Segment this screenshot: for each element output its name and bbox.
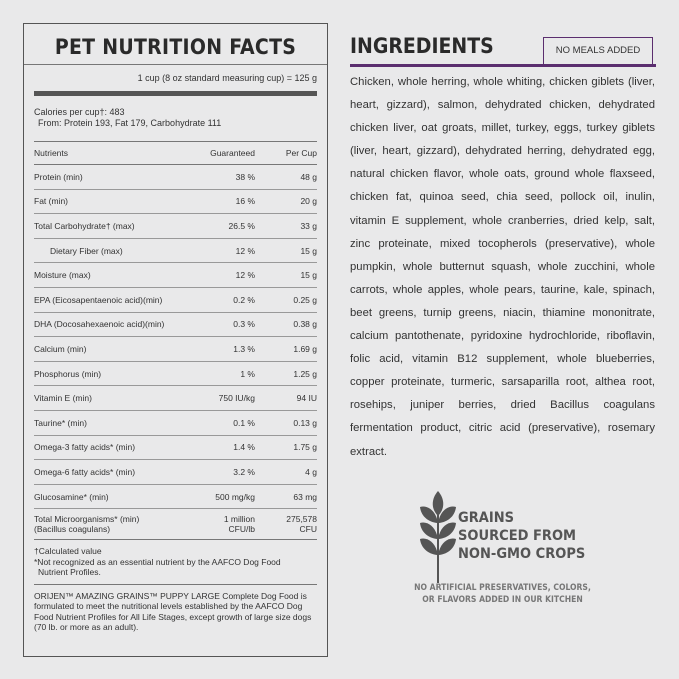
table-row xyxy=(34,337,317,362)
table-row xyxy=(34,287,317,312)
row-name: Protein (min) xyxy=(34,165,175,190)
nutrients-table xyxy=(34,142,317,540)
wheat-icon xyxy=(418,489,458,585)
row-per-cup: 15 g xyxy=(259,238,317,263)
row-name: DHA (Docosahexaenoic acid)(min) xyxy=(34,312,175,337)
row-per-cup: 0.25 g xyxy=(259,287,317,312)
table-header xyxy=(34,142,317,165)
ingredients-rule xyxy=(350,64,656,67)
no-artificial-note xyxy=(410,582,595,606)
table-row xyxy=(34,509,317,540)
row-name: Phosphorus (min) xyxy=(34,361,175,386)
row-name: Taurine* (min) xyxy=(34,410,175,435)
row-per-cup: 0.13 g xyxy=(259,410,317,435)
table-row xyxy=(34,189,317,214)
row-name: Fat (min) xyxy=(34,189,175,214)
row-per-cup: 1.75 g xyxy=(259,435,317,460)
calories-block xyxy=(34,96,317,142)
row-name: Vitamin E (min) xyxy=(34,386,175,411)
table-row xyxy=(34,238,317,263)
serving-size: 1 cup (8 oz standard measuring cup) = 125 g xyxy=(34,65,317,96)
row-name: Dietary Fiber (max) xyxy=(34,238,175,263)
footnote-aafco: *Not recognized as an essential nutrient by the AAFCO Dog Food xyxy=(34,556,281,567)
row-per-cup: 275,578 CFU xyxy=(259,509,317,540)
nutrition-facts-panel xyxy=(23,23,328,657)
header-per-cup: Per Cup xyxy=(259,142,317,165)
table-row xyxy=(34,484,317,509)
row-name: Moisture (max) xyxy=(34,263,175,288)
no-artificial-line-2: OR FLAVORS ADDED IN OUR KITCHEN xyxy=(422,595,583,605)
row-name: EPA (Eicosapentaenoic acid)(min) xyxy=(34,287,175,312)
row-per-cup: 20 g xyxy=(259,189,317,214)
row-guaranteed: 1 % xyxy=(175,361,259,386)
nutrition-title: PET NUTRITION FACTS xyxy=(24,24,327,65)
table-row xyxy=(34,386,317,411)
row-per-cup: 63 mg xyxy=(259,484,317,509)
row-guaranteed: 1 million CFU/lb xyxy=(175,509,259,540)
row-per-cup: 1.69 g xyxy=(259,337,317,362)
header-guaranteed: Guaranteed xyxy=(175,142,259,165)
table-row xyxy=(34,435,317,460)
row-guaranteed: 0.2 % xyxy=(175,287,259,312)
row-guaranteed: 12 % xyxy=(175,263,259,288)
ingredients-text: Chicken, whole herring, whole whiting, chicken giblets (liver, heart, gizzard), salmon, dehydrated chicken, dehydrated chicken liver, oat groats, millet, turkey, eggs, turkey giblets (liver, heart, gizzard), dehydrated herring, dehydrated egg, natural chicken flavor, whole oats, ground whole flaxseed, chicken fat, quinoa seed, chia seed, pollock oil, inulin, vitamin E supplement, whole cranberries, dried kelp, salt, zinc proteinate, mixed tocopherols (preservative), whole pumpkin, whole butternut squash, whole zucchini, whole carrots, whole apples, whole pears, taurine, kale, spinach, beet greens, turnip greens, niacin, thiamine mononitrate, calcium pantothenate, pyridoxine hydrochloride, riboflavin, folic acid, vitamin B12 supplement, whole blueberries, copper proteinate, turmeric, sarsaparilla root, althea root, rosehips, juniper berries, dried Bacillus coagulans fermentation product, citric acid (preservative), rosemary extract. xyxy=(350,76,655,458)
grains-callout xyxy=(418,489,598,589)
row-per-cup: 15 g xyxy=(259,263,317,288)
row-guaranteed: 750 IU/kg xyxy=(175,386,259,411)
row-name: Omega-6 fatty acids* (min) xyxy=(34,460,175,485)
table-row xyxy=(34,165,317,190)
row-guaranteed: 16 % xyxy=(175,189,259,214)
row-per-cup: 4 g xyxy=(259,460,317,485)
no-meals-badge: NO MEALS ADDED xyxy=(543,37,653,65)
table-row xyxy=(34,410,317,435)
table-row xyxy=(34,460,317,485)
grains-line-2: SOURCED FROM xyxy=(458,528,577,544)
row-guaranteed: 26.5 % xyxy=(175,214,259,239)
row-per-cup: 0.38 g xyxy=(259,312,317,337)
calories-line: Calories per cup†: 483 xyxy=(34,107,125,117)
row-per-cup: 1.25 g xyxy=(259,361,317,386)
row-guaranteed: 3.2 % xyxy=(175,460,259,485)
no-artificial-line-1: NO ARTIFICIAL PRESERVATIVES, COLORS, xyxy=(414,583,591,593)
row-guaranteed: 12 % xyxy=(175,238,259,263)
row-guaranteed: 1.3 % xyxy=(175,337,259,362)
row-per-cup: 33 g xyxy=(259,214,317,239)
grains-line-1: GRAINS xyxy=(458,510,515,526)
row-guaranteed: 500 mg/kg xyxy=(175,484,259,509)
row-name: Omega-3 fatty acids* (min) xyxy=(34,435,175,460)
ingredients-title: INGREDIENTS xyxy=(350,34,494,58)
table-row xyxy=(34,312,317,337)
table-row xyxy=(34,214,317,239)
header-nutrients: Nutrients xyxy=(34,142,175,165)
aafco-statement: ORIJEN™ AMAZING GRAINS™ PUPPY LARGE Complete Dog Food is formulated to meet the nutritional levels established by the AAFCO Dog Food Nutrient Profiles for All Life Stages, except growth of large size dogs (70 lb. or more as an adult). xyxy=(34,590,312,633)
row-guaranteed: 0.3 % xyxy=(175,312,259,337)
footnotes xyxy=(34,540,317,585)
grains-text xyxy=(458,509,585,563)
row-guaranteed: 0.1 % xyxy=(175,410,259,435)
row-name: Total Microorganisms* (min) (Bacillus coagulans) xyxy=(34,509,175,540)
row-per-cup: 48 g xyxy=(259,165,317,190)
row-per-cup: 94 IU xyxy=(259,386,317,411)
row-name: Calcium (min) xyxy=(34,337,175,362)
grains-line-3: NON-GMO CROPS xyxy=(458,546,586,562)
calories-from: From: Protein 193, Fat 179, Carbohydrate 111 xyxy=(38,118,222,128)
row-guaranteed: 1.4 % xyxy=(175,435,259,460)
table-row xyxy=(34,361,317,386)
row-name: Glucosamine* (min) xyxy=(34,484,175,509)
footnote-calculated: †Calculated value xyxy=(34,546,102,557)
table-row xyxy=(34,263,317,288)
row-name: Total Carbohydrate† (max) xyxy=(34,214,175,239)
row-guaranteed: 38 % xyxy=(175,165,259,190)
footnote-aafco-cont: Nutrient Profiles. xyxy=(38,567,101,578)
